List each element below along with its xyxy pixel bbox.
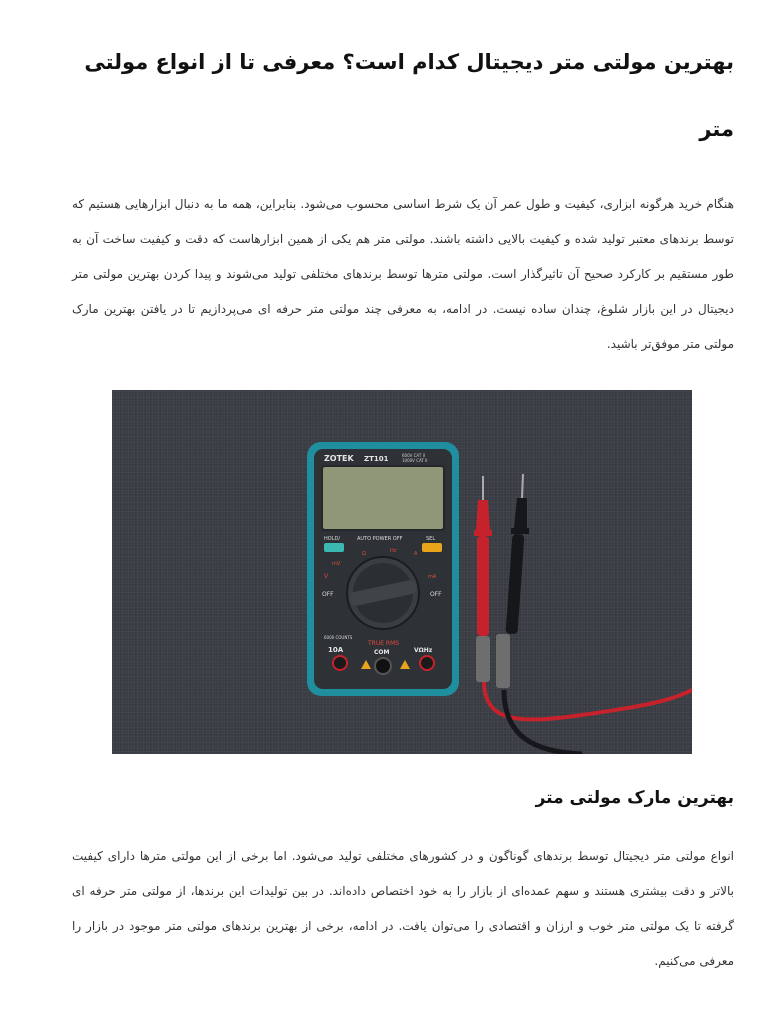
- article-title-line-2: متر: [699, 117, 734, 141]
- port-com-label: COM: [374, 649, 390, 656]
- black-probe-wire: [504, 690, 582, 754]
- sel-label: SEL: [426, 536, 436, 542]
- red-probe-wire: [484, 680, 692, 719]
- hz-label: Hz: [390, 548, 397, 554]
- off-label-right: OFF: [430, 591, 442, 598]
- true-rms-label: TRUE RMS: [368, 640, 400, 647]
- hold-label: HOLD/: [324, 536, 341, 542]
- hold-button: [324, 543, 344, 552]
- off-label-left: OFF: [322, 591, 334, 598]
- jack-com: [375, 658, 391, 674]
- intro-paragraph: هنگام خرید هرگونه ابزاری، کیفیت و طول عمر آن یک شرط اساسی محسوب می‌شود. بنابراین، همه ما به دنبال ابزارهایی هستیم که توسط برندهای معتبر تولید شده و کیفیت بالایی داشته باشند. مولتی متر هم یکی از همین ابزارهاست که دقت و کیفیت ساخت آن به طور مستقیم بر کارکرد صحیح آن تاثیرگذار است. مولتی مترها توسط برندهای مختلفی تولید می‌شوند و پیدا کردن بهترین مولتی متر دیجیتال در این بازار شلوغ، چندان ساده نیست. در ادامه، به معرفی چند مولتی متر حرفه ای می‌پردازیم تا در یافتن بهترین مارک مولتی متر موفق‌تر باشید.: [72, 197, 734, 351]
- article-title-line-1: بهترین مولتی متر دیجیتال کدام است؟ معرفی تا از انواع مولتی: [84, 50, 734, 74]
- rating-label-1: 600V CAT II: [402, 453, 425, 458]
- multimeter-photo: [112, 390, 692, 754]
- v-label: V: [324, 573, 329, 580]
- counts-label: 6000 COUNTS: [324, 635, 353, 640]
- jack-vohz: [420, 656, 434, 670]
- model-label: ZT101: [364, 455, 389, 463]
- ma-label: mA: [428, 574, 437, 580]
- lcd-display: [322, 466, 444, 530]
- brand-label: ZOTEK: [324, 454, 354, 463]
- section-paragraph: انواع مولتی متر دیجیتال توسط برندهای گوناگون و در کشورهای مختلفی تولید می‌شود. اما برخی از این مولتی مترها دارای کیفیت بالاتر و دقت بیشتری هستند و سهم عمده‌ای از بازار را به خود اختصاص داده‌اند. در بین تولیدات این برندها، از مولتی متر حرفه ای گرفته تا یک مولتی متر خوب و ارزان و اقتصادی را می‌توان یافت. در ادامه، برخی از بهترین برندهای مولتی متر موجود در بازار را معرفی می‌کنیم.: [72, 849, 734, 968]
- ohm-label: Ω: [362, 551, 366, 557]
- rating-label-2: 1000V CAT II: [402, 458, 428, 463]
- sel-button: [422, 543, 442, 552]
- red-probe: [474, 476, 492, 682]
- a-label: A: [414, 551, 418, 557]
- port-vohz-label: VΩHz: [414, 647, 433, 654]
- multimeter-device: [307, 442, 459, 696]
- section-heading: بهترین مارک مولتی متر: [535, 788, 734, 808]
- auto-power-off-label: AUTO POWER OFF: [357, 536, 403, 542]
- port-10a-label: 10A: [328, 646, 344, 654]
- mv-label: mV: [332, 561, 341, 567]
- black-probe: [496, 474, 529, 688]
- jack-10a: [333, 656, 347, 670]
